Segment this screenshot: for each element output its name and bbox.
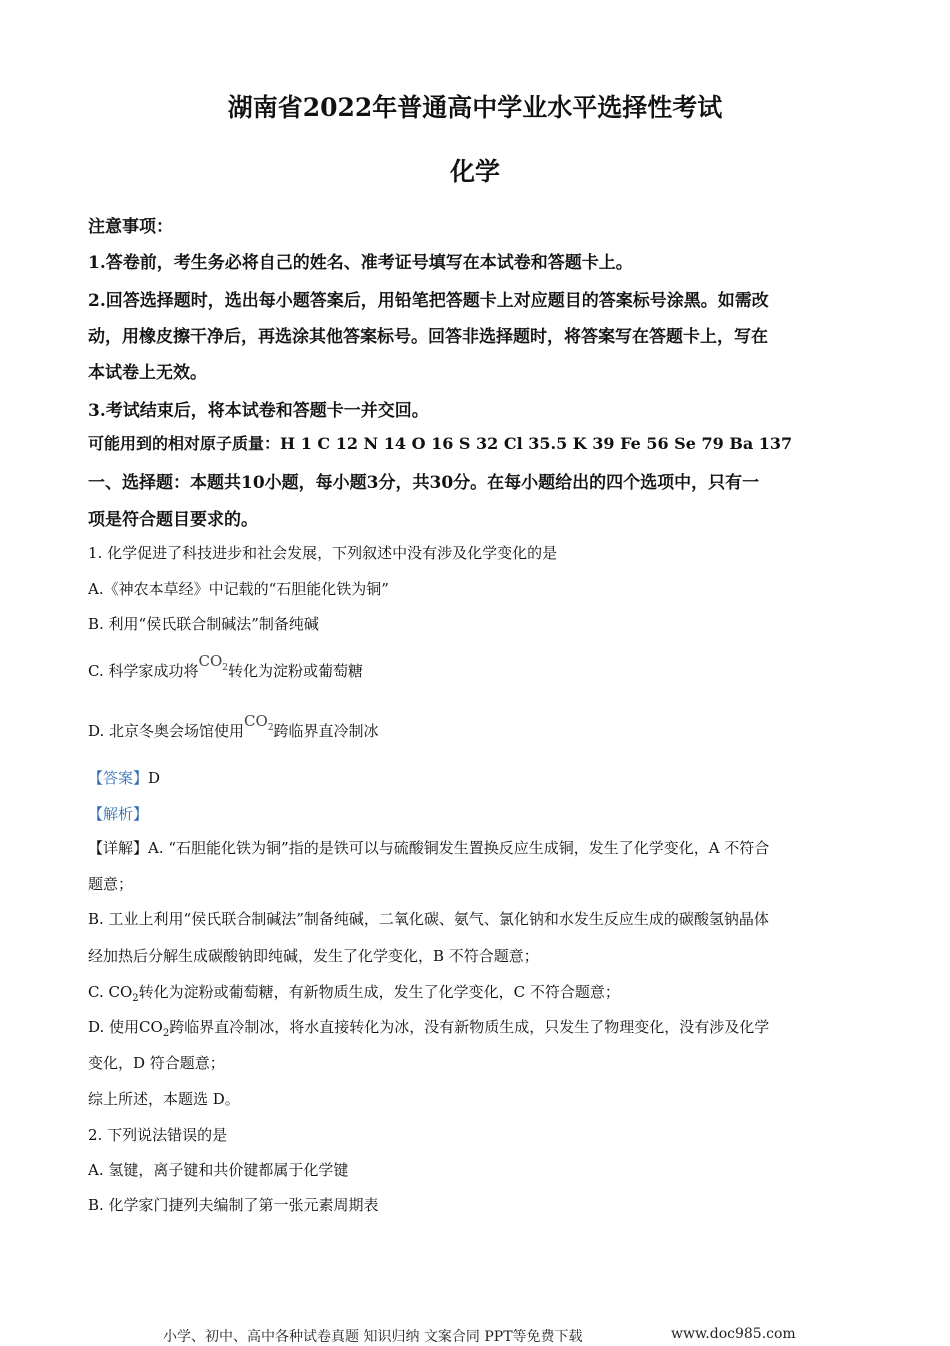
notice-item-2-line-3: 本试卷上无效。: [88, 363, 207, 383]
subject-title: 化学: [449, 157, 500, 186]
analysis-label: 【解析】: [88, 805, 149, 823]
q1-option-d: [88, 712, 379, 743]
q1-option-d-suffix: 跨临界直冷制冰: [273, 722, 379, 740]
q1-detail-line-1: 【详解】A. “石胆能化铁为铜”指的是铁可以与硫酸铜发生置换反应生成铜，发生了化学变化，A 不符合: [88, 839, 770, 857]
q1-option-c-prefix: C. 科学家成功将: [88, 662, 199, 680]
section-1-line-2: 项是符合题目要求的。: [88, 510, 258, 530]
notice-item-1: 1.答卷前，考生务必将自己的姓名、准考证号填写在本试卷和答题卡上。: [88, 253, 633, 273]
q1-detail-line-5: C. $CO_2$转化为淀粉或葡萄糖，有新物质生成，发生了化学变化，C 不符合题意；: [88, 983, 620, 1004]
q1-detail-line-4: 经加热后分解生成碳酸钠即纯碱，发生了化学变化，B 不符合题意；: [88, 947, 539, 965]
notice-item-2-line-2: 动，用橡皮擦干净后，再选涂其他答案标号。回答非选择题时，将答案写在答题卡上，写在: [88, 327, 768, 347]
section-1-line-1: 一、选择题：本题共10小题，每小题3分，共30分。在每小题给出的四个选项中，只有一: [88, 473, 760, 493]
footer-text: 小学、初中、高中各种试卷真题 知识归纳 文案合同 PPT等免费下载: [163, 1329, 583, 1345]
notice-item-3: 3.考试结束后，将本试卷和答题卡一并交回。: [88, 401, 429, 421]
q1-option-c-suffix: 转化为淀粉或葡萄糖: [228, 662, 364, 680]
q1-detail-line-2: 题意；: [88, 875, 134, 893]
q1-detail-line-7: 变化，D 符合题意；: [88, 1054, 225, 1072]
co2-formula: $CO_2$: [139, 1018, 170, 1039]
q1-option-c: [88, 652, 364, 683]
notice-item-2-line-1: 2.回答选择题时，选出每小题答案后，用铅笔把答题卡上对应题目的答案标号涂黑。如需改: [88, 291, 769, 311]
footer-url[interactable]: www.doc985.com: [671, 1326, 796, 1342]
atomic-mass-line: 可能用到的相对原子质量：H 1 C 12 N 14 O 16 S 32 Cl 35.5 K 39 Fe 56 Se 79 Ba 137: [88, 434, 793, 453]
co2-formula: $CO_2$: [108, 983, 139, 1004]
q2-stem: 2. 下列说法错误的是: [88, 1126, 228, 1144]
q1-stem: 1. 化学促进了科技进步和社会发展，下列叙述中没有涉及化学变化的是: [88, 544, 558, 562]
q1-option-b: B. 利用“侯氏联合制碱法”制备纯碱: [88, 615, 319, 633]
q1-detail-line-3: B. 工业上利用“侯氏联合制碱法”制备纯碱，二氧化碳、氨气、氯化钠和水发生反应生成的碳酸氢钠晶体: [88, 910, 769, 928]
q1-summary: 综上所述，本题选 D。: [88, 1090, 240, 1108]
page-title: 湖南省2022年普通高中学业水平选择性考试: [227, 93, 723, 122]
answer-value: D: [148, 769, 161, 787]
notice-heading: 注意事项：: [88, 217, 173, 237]
co2-formula: $CO_2$: [244, 712, 274, 733]
q1-option-d-prefix: D. 北京冬奥会场馆使用: [88, 722, 245, 740]
co2-formula: $CO_2$: [198, 652, 228, 673]
q1-option-a: A.《神农本草经》中记载的“石胆能化铁为铜”: [88, 580, 389, 598]
q1-answer: [88, 767, 160, 788]
q1-detail-line-6: D. 使用$CO_2$跨临界直冷制冰，将水直接转化为冰，没有新物质生成，只发生了物理变化，没有涉及化学: [88, 1018, 770, 1039]
answer-label: 【答案】: [88, 769, 149, 787]
q2-option-a: A. 氢键，离子键和共价键都属于化学键: [88, 1161, 349, 1179]
q2-option-b: B. 化学家门捷列夫编制了第一张元素周期表: [88, 1196, 379, 1214]
